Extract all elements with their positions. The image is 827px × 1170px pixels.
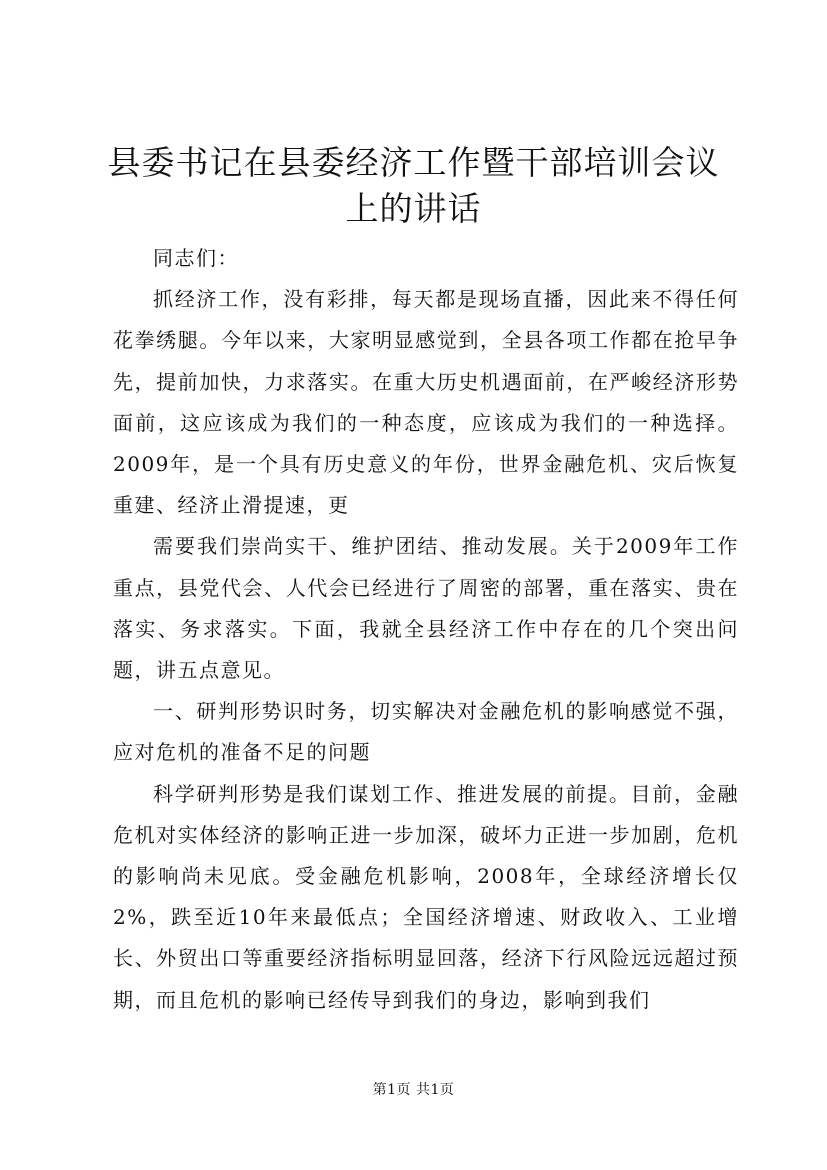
body-paragraph: 需要我们崇尚实干、维护团结、推动发展。关于2009年工作重点，县党代会、人代会已经进行了周密的部署，重在落实、贵在落实、务求落实。下面，我就全县经济工作中存在的几个突出问题，讲五点意见。: [113, 534, 739, 683]
document-body: [113, 238, 739, 1021]
document-title: 县委书记在县委经济工作暨干部培训会议上的讲话: [107, 143, 720, 228]
page-number-footer: 第1页 共1页: [372, 1082, 455, 1098]
section-heading-paragraph: 一、研判形势识时务，切实解决对金融危机的影响感觉不强，应对危机的准备不足的问题: [113, 699, 739, 765]
salutation-paragraph: 同志们：: [153, 246, 239, 270]
body-paragraph: 抓经济工作，没有彩排，每天都是现场直播，因此来不得任何花拳绣腿。今年以来，大家明显感觉到，全县各项工作都在抢早争先，提前加快，力求落实。在重大历史机遇面前，在严峻经济形势面前，这应该成为我们的一种态度，应该成为我们的一种选择。2009年，是一个具有历史意义的年份，世界金融危机、灾后恢复重建、经济止滑提速，更: [113, 287, 739, 518]
body-paragraph: 科学研判形势是我们谋划工作、推进发展的前提。目前，金融危机对实体经济的影响正进一步加深，破坏力正进一步加剧，危机的影响尚未见底。受金融危机影响，2008年，全球经济增长仅2%，跌至近10年来最低点；全国经济增速、财政收入、工业增长、外贸出口等重要经济指标明显回落，经济下行风险远远超过预期，而且危机的影响已经传导到我们的身边，影响到我们: [113, 781, 739, 1012]
